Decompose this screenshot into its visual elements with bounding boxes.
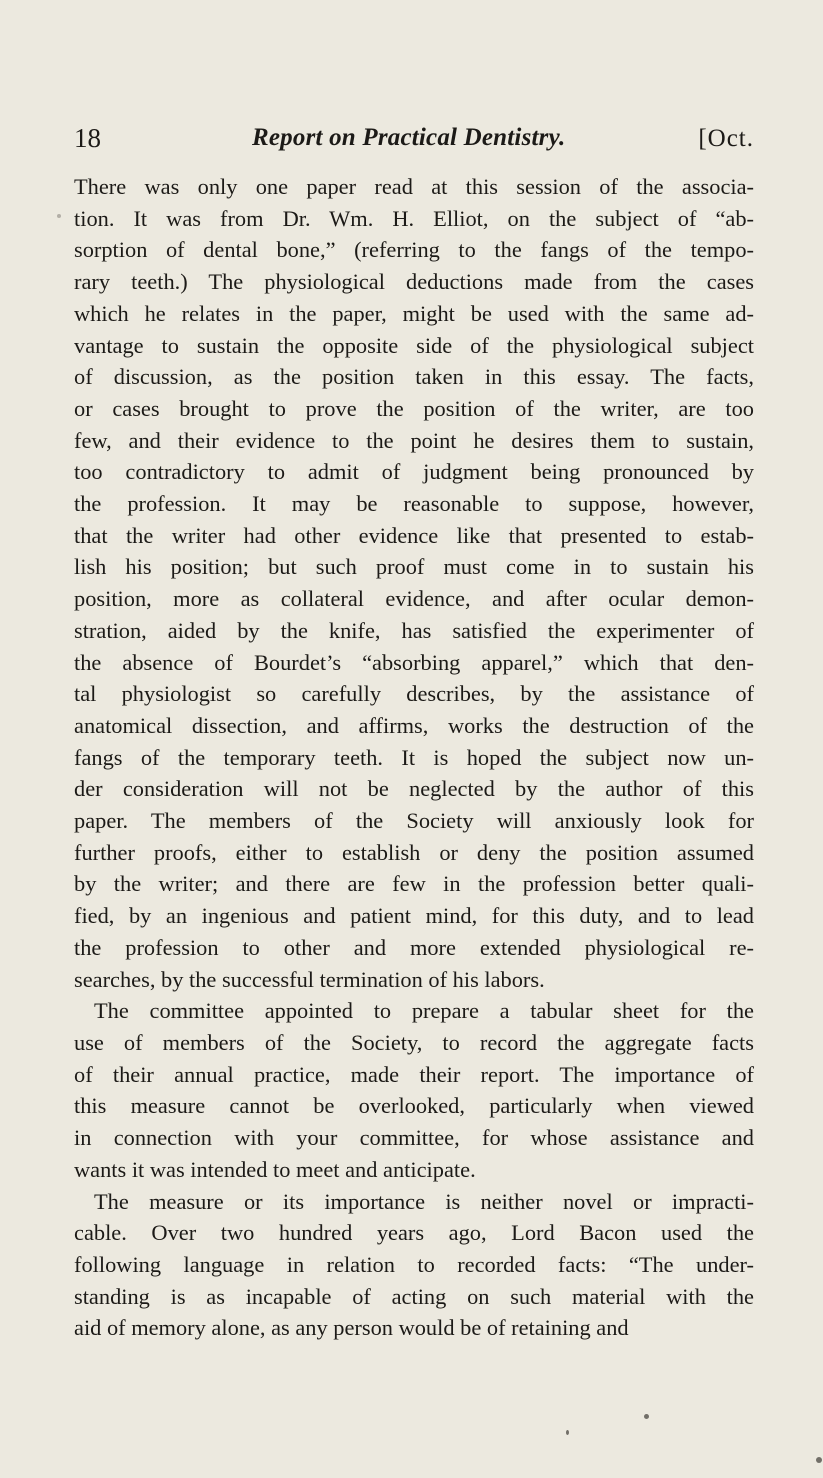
- text-line: standing is as incapable of acting on such material with the: [74, 1283, 754, 1309]
- text-line: anatomical dissection, and affirms, works the destruction of the: [74, 712, 754, 738]
- text-line: position, more as collateral evidence, and after ocular demon-: [74, 586, 754, 612]
- text-line: searches, by the successful termination of his labors.: [74, 966, 545, 992]
- text-line: tal physiologist so carefully describes, by the assistance of: [74, 681, 754, 707]
- text-line: rary teeth.) The physiological deductions made from the cases: [74, 269, 754, 295]
- running-title: Report on Practical Dentistry.: [252, 124, 566, 151]
- text-line: by the writer; and there are few in the profession better quali-: [74, 871, 754, 897]
- text-line: which he relates in the paper, might be used with the same ad-: [74, 300, 754, 326]
- text-line: There was only one paper read at this session of the associa-: [74, 174, 754, 199]
- text-line: following language in relation to recorded facts: “The under-: [74, 1251, 754, 1277]
- text-line: lish his position; but such proof must come in to sustain his: [74, 554, 754, 580]
- page-header: [74, 118, 754, 158]
- paper-speck-dot: [57, 214, 61, 218]
- text-line: of their annual practice, made their report. The importance of: [74, 1061, 754, 1087]
- text-line: few, and their evidence to the point he desires them to sustain,: [74, 427, 754, 453]
- text-line: cable. Over two hundred years ago, Lord Bacon used the: [74, 1220, 754, 1246]
- header-month: [Oct.: [698, 125, 754, 152]
- text-line: use of members of the Society, to record the aggregate facts: [74, 1029, 754, 1055]
- text-line: The measure or its importance is neither novel or impracti-: [94, 1188, 754, 1214]
- paragraph: [74, 995, 754, 1185]
- paragraph: [74, 171, 754, 995]
- paper-speck-dot: [566, 1430, 569, 1435]
- text-line: The committee appointed to prepare a tabular sheet for the: [94, 998, 754, 1024]
- paper-speck-dot: [816, 1457, 822, 1463]
- text-line: wants it was intended to meet and anticipate.: [74, 1156, 476, 1182]
- text-line: the profession. It may be reasonable to suppose, however,: [74, 491, 754, 517]
- text-line: that the writer had other evidence like that presented to estab-: [74, 522, 754, 548]
- text-line: tion. It was from Dr. Wm. H. Elliot, on the subject of “ab-: [74, 205, 754, 231]
- page-number: 18: [74, 123, 101, 153]
- text-line: the profession to other and more extended physiological re-: [74, 934, 754, 960]
- paragraph: [74, 1186, 754, 1345]
- text-line: of discussion, as the position taken in this essay. The facts,: [74, 364, 754, 390]
- text-line: paper. The members of the Society will anxiously look for: [74, 808, 754, 834]
- text-line: sorption of dental bone,” (referring to the fangs of the tempo-: [74, 237, 754, 263]
- text-line: this measure cannot be overlooked, particularly when viewed: [74, 1093, 754, 1119]
- text-line: vantage to sustain the opposite side of the physiological subject: [74, 332, 754, 358]
- text-line: der consideration will not be neglected by the author of this: [74, 776, 754, 802]
- body-text: [74, 171, 754, 1344]
- text-line: or cases brought to prove the position of the writer, are too: [74, 395, 754, 421]
- text-line: the absence of Bourdet’s “absorbing apparel,” which that den-: [74, 649, 754, 675]
- text-line: in connection with your committee, for whose assistance and: [74, 1125, 754, 1151]
- text-line: too contradictory to admit of judgment being pronounced by: [74, 459, 754, 485]
- text-line: fied, by an ingenious and patient mind, for this duty, and to lead: [74, 903, 754, 929]
- paper-speck-dot: [644, 1414, 649, 1419]
- text-line: further proofs, either to establish or deny the position assumed: [74, 839, 754, 865]
- text-line: fangs of the temporary teeth. It is hoped the subject now un-: [74, 744, 754, 770]
- text-line: stration, aided by the knife, has satisfied the experimenter of: [74, 617, 754, 643]
- text-line: aid of memory alone, as any person would be of retaining and: [74, 1315, 629, 1341]
